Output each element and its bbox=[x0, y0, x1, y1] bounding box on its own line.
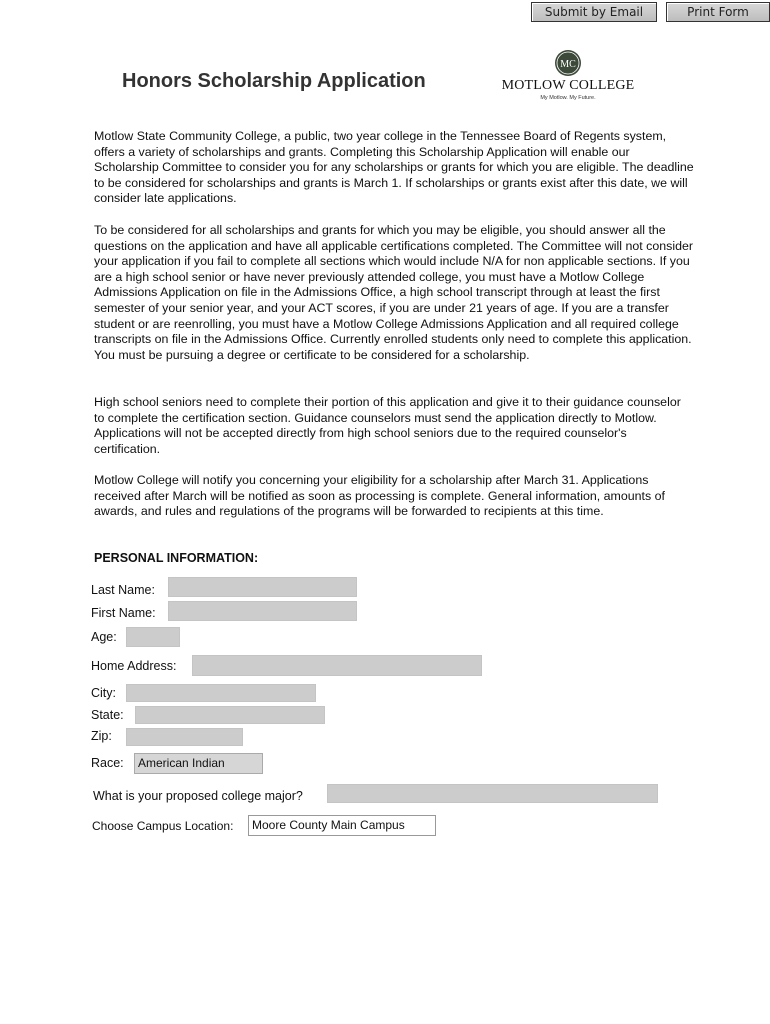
home-address-field[interactable] bbox=[192, 655, 482, 676]
page-title: Honors Scholarship Application bbox=[122, 70, 426, 92]
logo-tagline: My Motlow. My Future. bbox=[540, 95, 596, 101]
first-name-field[interactable] bbox=[168, 601, 357, 621]
race-label: Race: bbox=[91, 756, 124, 770]
age-field[interactable] bbox=[126, 627, 180, 647]
zip-label: Zip: bbox=[91, 729, 112, 743]
city-field[interactable] bbox=[126, 684, 316, 702]
race-select[interactable]: American Indian bbox=[134, 753, 263, 774]
zip-field[interactable] bbox=[126, 728, 243, 746]
campus-location-select[interactable]: Moore County Main Campus bbox=[248, 815, 436, 836]
print-form-button[interactable]: Print Form bbox=[666, 2, 770, 22]
campus-location-label: Choose Campus Location: bbox=[92, 819, 234, 833]
last-name-label: Last Name: bbox=[91, 583, 155, 597]
state-field[interactable] bbox=[135, 706, 325, 724]
city-label: City: bbox=[91, 686, 116, 700]
college-logo bbox=[498, 49, 638, 105]
last-name-field[interactable] bbox=[168, 577, 357, 597]
state-label: State: bbox=[91, 708, 124, 722]
intro-paragraph-4: Motlow College will notify you concerning your eligibility for a scholarship after March 31. Applications received after March will be notified as soon as processing is complete. General information, amounts of awards, and rules and regulations of the programs will be forwarded to recipients at this time. bbox=[94, 473, 665, 519]
college-emblem-icon bbox=[554, 49, 582, 77]
college-major-label: What is your proposed college major? bbox=[93, 789, 303, 803]
intro-paragraph-1: Motlow State Community College, a public, two year college in the Tennessee Board of Regents system, offers a variety of scholarships and grants. Completing this Scholarship Application will enable our Scholarship Committee to consider you for any scholarships or grants for which you are eligible. The deadline to be considered for scholarships and grants is March 1. If scholarships or grants exist after this date, we will consider late applications. bbox=[94, 129, 694, 206]
logo-college-name: MOTLOW COLLEGE bbox=[501, 78, 635, 93]
intro-paragraph-2: To be considered for all scholarships and grants for which you may be eligible, you should answer all the questions on the application and have all applicable certifications completed. The Committee will not consider your application if you fail to complete all sections which would include N/A for non applicable sections. If you are a high school senior or have never previously attended college, you must have a Motlow College Admissions Application on file in the Admissions Office, a high school transcript through at least the first semester of your senior year, and your ACT scores, if you are under 21 years of age. If you are a transfer student or are reenrolling, you must have a Motlow College Admissions Application and all required college transcripts on file in the Admissions Office. Currently enrolled students only need to complete this application. You must be pursuing a degree or certificate to be considered for a scholarship. bbox=[94, 223, 693, 362]
personal-info-heading: PERSONAL INFORMATION: bbox=[94, 551, 259, 565]
logo-monogram: MC bbox=[560, 59, 576, 70]
intro-paragraph-3: High school seniors need to complete their portion of this application and give it to their guidance counselor to complete the certification section. Guidance counselors must send the application directly to Motlow. Applications will not be accepted directly from high school seniors due to the required counselor's certification. bbox=[94, 395, 681, 456]
college-major-field[interactable] bbox=[327, 784, 658, 803]
first-name-label: First Name: bbox=[91, 606, 156, 620]
age-label: Age: bbox=[91, 630, 117, 644]
submit-by-email-button[interactable]: Submit by Email bbox=[531, 2, 657, 22]
home-address-label: Home Address: bbox=[91, 659, 177, 673]
